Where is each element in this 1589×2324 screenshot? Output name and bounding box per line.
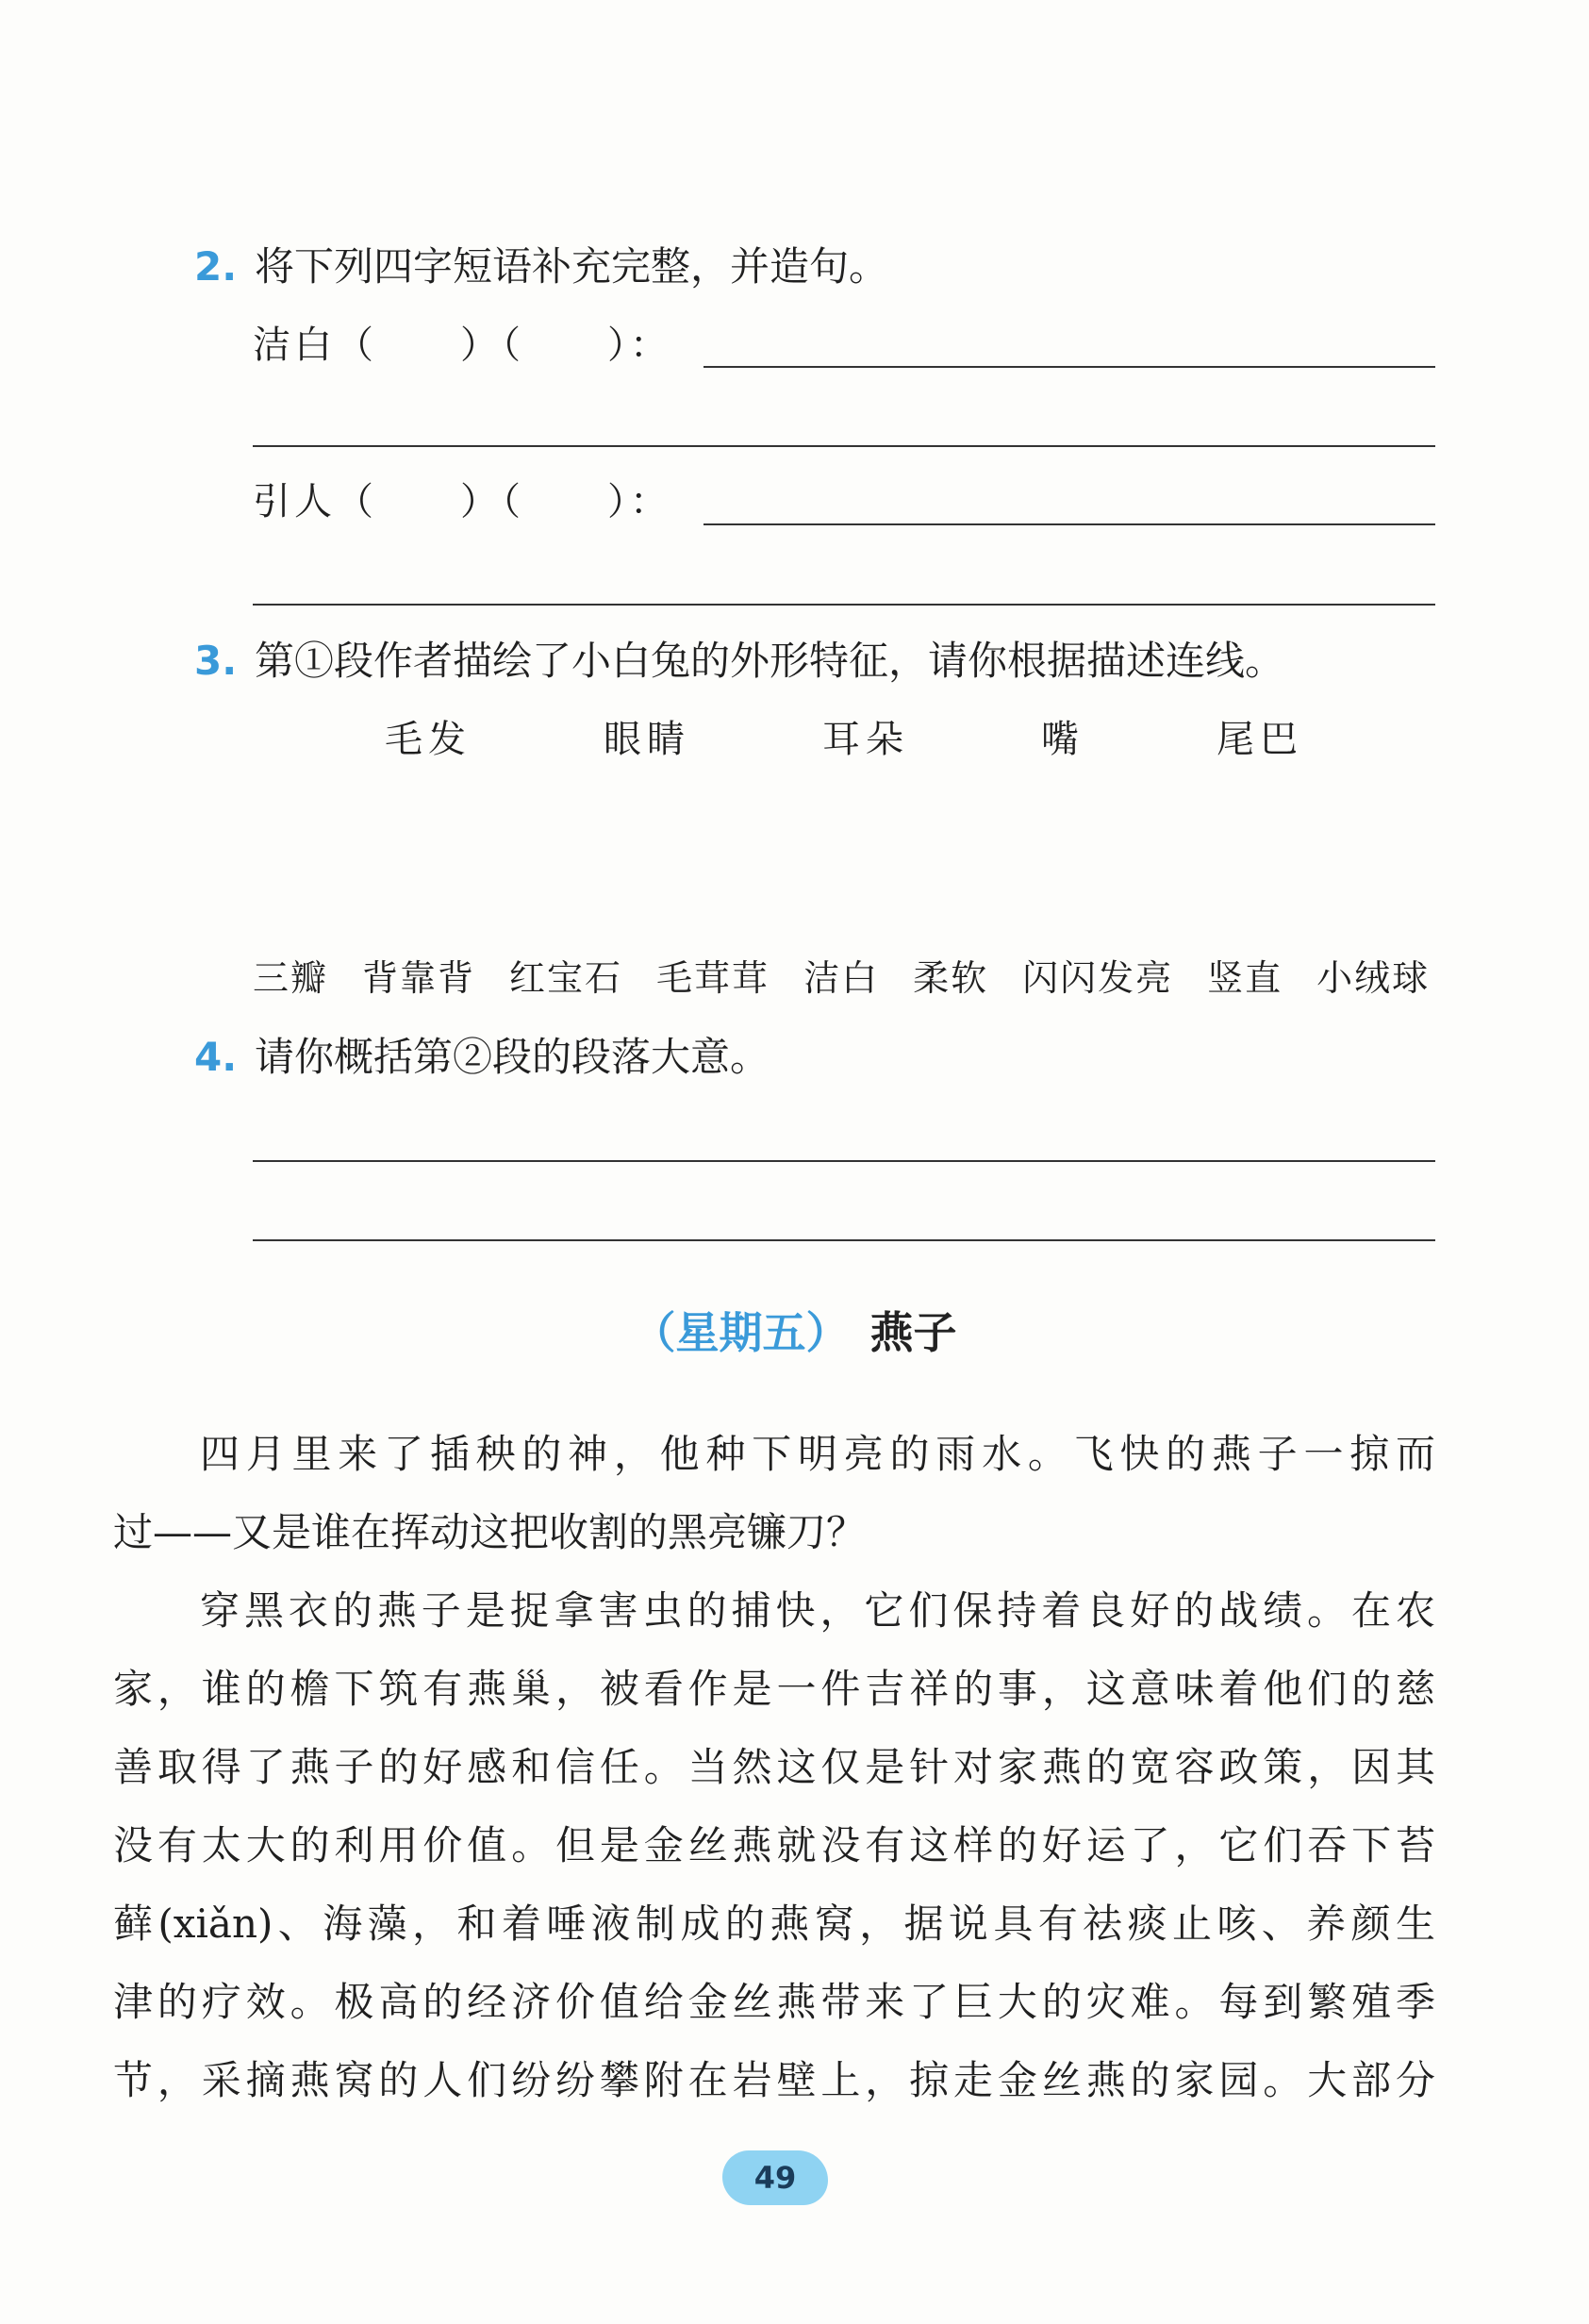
section-day: （星期五） [632,1307,850,1358]
question-text: 将下列四字短语补充完整，并造句。 [255,243,889,290]
option-item[interactable]: 背靠背 [362,957,476,999]
question-number: 3. [194,638,238,684]
feature-hair[interactable]: 毛发 [385,718,472,761]
passage-line: 津的疗效。极高的经济价值给金丝燕带来了巨大的灾难。每到繁殖季 [113,1979,1435,2025]
passage-paragraph-2 [113,1571,1435,2119]
answer-line[interactable] [253,1239,1435,1241]
question-number: 4. [194,1034,238,1080]
option-item[interactable]: 三瓣 [253,957,329,999]
option-list [253,957,1431,999]
question-text: 第①段作者描绘了小白兔的外形特征，请你根据描述连线。 [255,638,1285,684]
feature-ears[interactable]: 耳朵 [822,718,909,761]
passage-line: 家，谁的檐下筑有燕巢，被看作是一件吉祥的事，这意味着他们的慈 [113,1666,1435,1712]
option-item[interactable]: 洁白 [803,957,880,999]
question-3 [194,638,1285,684]
option-item[interactable]: 闪闪发亮 [1022,957,1174,999]
option-item[interactable]: 小绒球 [1316,957,1431,999]
passage-line: 善取得了燕子的好感和信任。当然这仅是针对家燕的宽容政策，因其 [113,1744,1435,1790]
feature-eyes[interactable]: 眼睛 [604,718,690,761]
passage-line: 藓(xiǎn)、海藻，和着唾液制成的燕窝，据说具有祛痰止咳、养颜生 [113,1901,1435,1947]
question-text: 请你概括第②段的段落大意。 [255,1034,770,1080]
page-number: 49 [753,2160,797,2196]
question-number: 2. [194,243,238,290]
option-item[interactable]: 毛茸茸 [656,957,770,999]
passage-line: 节，采摘燕窝的人们纷纷攀附在岩壁上，掠走金丝燕的家园。大部分 [113,2057,1435,2103]
passage-line: 穿黑衣的燕子是捉拿害虫的捕快，它们保持着良好的战绩。在农 [200,1587,1435,1634]
feature-mouth[interactable]: 嘴 [1041,718,1084,761]
option-item[interactable]: 竖直 [1207,957,1283,999]
phrase-item-1: 洁白（ ）（ ）： [253,324,671,367]
question-2 [194,243,889,290]
phrase-item-2: 引人（ ）（ ）： [253,480,671,523]
answer-line[interactable] [253,604,1435,606]
answer-line[interactable] [703,366,1435,368]
section-title [0,1307,1589,1358]
passage-paragraph-1 [113,1415,1435,1571]
answer-line[interactable] [703,523,1435,525]
option-item[interactable]: 柔软 [913,957,989,999]
passage-line: 过——又是谁在挥动这把收割的黑亮镰刀？ [113,1509,867,1555]
passage-line: 没有太大的利用价值。但是金丝燕就没有这样的好运了，它们吞下苔 [113,1822,1435,1868]
passage-line: 四月里来了插秧的神，他种下明亮的雨水。飞快的燕子一掠而 [200,1431,1435,1477]
answer-line[interactable] [253,445,1435,447]
feature-tail[interactable]: 尾巴 [1217,718,1303,761]
question-4 [194,1034,770,1080]
answer-line[interactable] [253,1160,1435,1162]
option-item[interactable]: 红宝石 [509,957,623,999]
page-number-badge [722,2150,828,2205]
section-name: 燕子 [869,1307,957,1358]
